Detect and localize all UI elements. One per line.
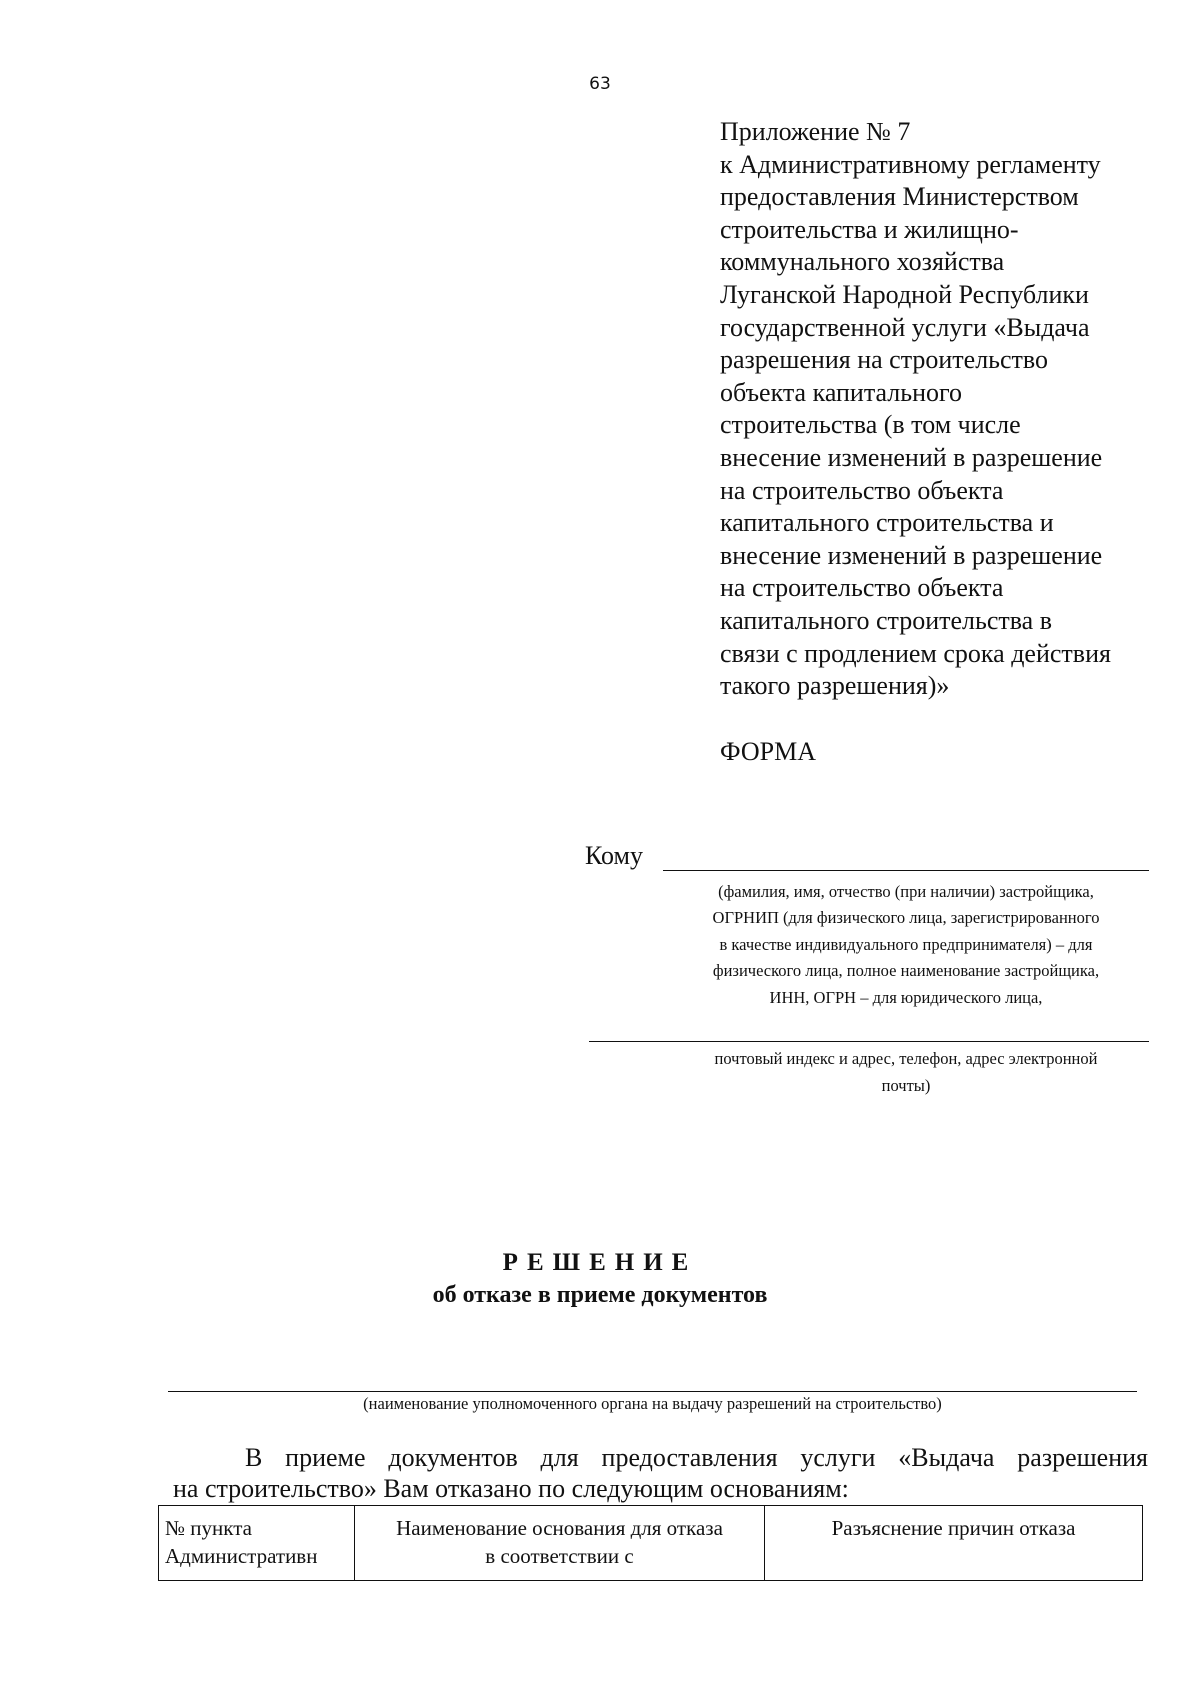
recipient-fill-line: [663, 870, 1149, 871]
appendix-line: коммунального хозяйства: [720, 247, 1005, 277]
appendix-line: такого разрешения)»: [720, 671, 950, 701]
appendix-line: строительства и жилищно-: [720, 214, 1019, 244]
appendix-line: объекта капитального: [720, 377, 963, 407]
appendix-line: на строительство объекта: [720, 573, 1004, 603]
refusal-paragraph-line: на строительство» Вам отказано по следующим основаниям:: [173, 1474, 849, 1503]
appendix-line: строительства (в том числе: [720, 410, 1021, 440]
appendix-line: на строительство объекта: [720, 475, 1004, 505]
appendix-header: [720, 116, 1180, 703]
address-hint: [650, 1045, 1162, 1099]
recipient-hint-line: физического лица, полное наименование застройщика,: [712, 961, 1100, 981]
recipient-hint: [650, 879, 1162, 1011]
page-number: 63: [589, 74, 611, 94]
address-fill-line: [589, 1041, 1149, 1042]
recipient-hint-line: ОГРНИП (для физического лица, зарегистрированного: [712, 908, 1100, 928]
recipient-hint-line: ИНН, ОГРН – для юридического лица,: [769, 987, 1043, 1007]
refusal-paragraph: [173, 1442, 1148, 1504]
header-text: Наименование основания для отказа: [396, 1516, 723, 1540]
header-text: Разъяснение причин отказа: [831, 1516, 1076, 1540]
refusal-reasons-table: [158, 1505, 1143, 1581]
recipient-hint-line: (фамилия, имя, отчество (при наличии) застройщика,: [718, 882, 1094, 901]
header-text: Административн: [165, 1544, 318, 1568]
header-text: в соответствии с: [485, 1544, 634, 1568]
appendix-line: Приложение № 7: [720, 117, 911, 146]
authority-hint: (наименование уполномоченного органа на выдачу разрешений на строительство): [363, 1394, 942, 1413]
address-hint-line: почты): [881, 1076, 931, 1095]
refusal-paragraph-line: В приеме документов для предоставления услуги «Выдача разрешения: [245, 1443, 1148, 1472]
appendix-line: предоставления Министерством: [720, 182, 1079, 212]
appendix-line: внесение изменений в разрешение: [720, 442, 1103, 472]
decision-title: РЕШЕНИЕ: [502, 1249, 698, 1276]
appendix-line: разрешения на строительство: [720, 345, 1049, 375]
appendix-line: капитального строительства в: [720, 605, 1052, 635]
recipient-hint-line: в качестве индивидуального предпринимателя) – для: [719, 934, 1093, 954]
header-reason-name: [355, 1506, 765, 1581]
decision-subtitle: об отказе в приеме документов: [432, 1282, 768, 1308]
appendix-line: к Административному регламенту: [720, 149, 1101, 179]
header-item-number: [159, 1506, 355, 1581]
appendix-line: капитального строительства и: [720, 508, 1054, 538]
table-header-row: [159, 1506, 1143, 1581]
header-text: № пункта: [165, 1516, 252, 1540]
address-hint-line: почтовый индекс и адрес, телефон, адрес электронной: [714, 1049, 1098, 1068]
appendix-line: внесение изменений в разрешение: [720, 540, 1103, 570]
header-reason-explanation: [765, 1506, 1143, 1581]
appendix-line: связи с продлением срока действия: [720, 638, 1111, 668]
appendix-line: государственной услуги «Выдача: [720, 312, 1090, 342]
form-label: ФОРМА: [720, 737, 816, 766]
appendix-line: Луганской Народной Республики: [720, 279, 1089, 309]
recipient-label: Кому: [585, 841, 644, 870]
authority-fill-line: [168, 1391, 1137, 1392]
